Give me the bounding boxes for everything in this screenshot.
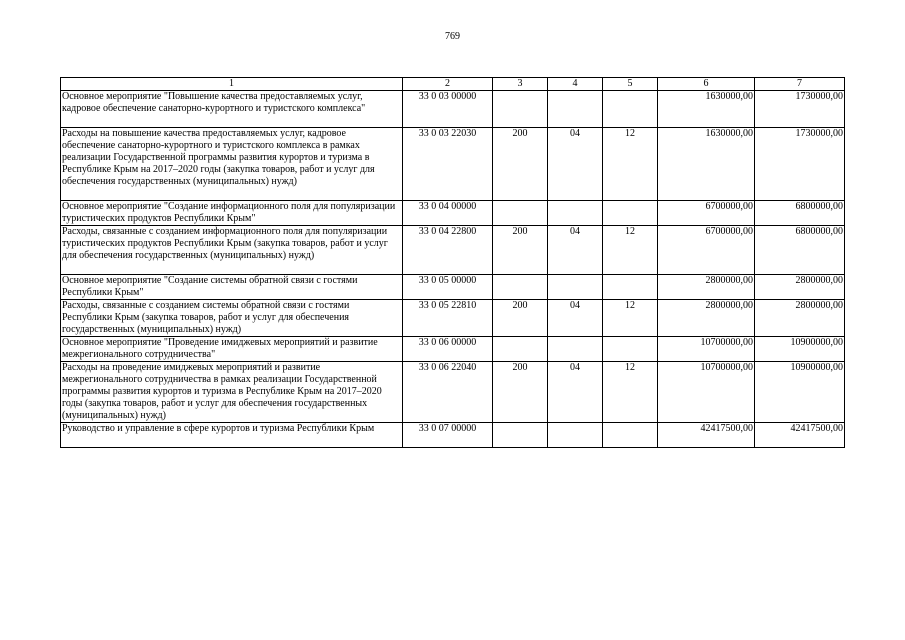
row-amount-6: 2800000,00 [658, 300, 755, 337]
row-name: Расходы, связанные с созданием информационного поля для популяризации туристических продуктов Республики Крым (закупка товаров, работ и услуг для обеспечения государственных (муниципальных) нужд) [61, 226, 403, 275]
row-col-5 [603, 201, 658, 226]
header-col-2: 2 [403, 78, 493, 91]
header-col-1: 1 [61, 78, 403, 91]
row-name: Основное мероприятие "Повышение качества предоставляемых услуг, кадровое обеспечение санаторно-курортного и туристского комплекса" [61, 91, 403, 128]
header-col-5: 5 [603, 78, 658, 91]
header-col-4: 4 [548, 78, 603, 91]
row-amount-6: 10700000,00 [658, 362, 755, 423]
row-col-3 [493, 423, 548, 448]
row-amount-6: 10700000,00 [658, 337, 755, 362]
table-row [61, 300, 845, 337]
table-row [61, 337, 845, 362]
row-code: 33 0 05 00000 [403, 275, 493, 300]
row-amount-7: 10900000,00 [755, 337, 845, 362]
header-col-6: 6 [658, 78, 755, 91]
row-col-3: 200 [493, 362, 548, 423]
budget-table [60, 77, 845, 448]
row-col-4 [548, 201, 603, 226]
row-col-3 [493, 201, 548, 226]
row-col-4 [548, 275, 603, 300]
row-name: Расходы на повышение качества предоставляемых услуг, кадровое обеспечение санаторно-курортного и туристского комплекса в рамках реализации Государственной программы развития курортов и туризма в Республике Крым на 2017–2020 годы (закупка товаров, работ и услуг для обеспечения государственных (муниципальных) нужд) [61, 128, 403, 201]
row-name: Руководство и управление в сфере курортов и туризма Республики Крым [61, 423, 403, 448]
row-amount-6: 42417500,00 [658, 423, 755, 448]
row-code: 33 0 04 22800 [403, 226, 493, 275]
table-row [61, 226, 845, 275]
table-row [61, 362, 845, 423]
row-code: 33 0 07 00000 [403, 423, 493, 448]
table-row [61, 423, 845, 448]
table-row [61, 128, 845, 201]
row-amount-7: 10900000,00 [755, 362, 845, 423]
header-col-7: 7 [755, 78, 845, 91]
row-amount-7: 6800000,00 [755, 226, 845, 275]
row-amount-7: 1730000,00 [755, 128, 845, 201]
row-col-4: 04 [548, 128, 603, 201]
row-col-4 [548, 91, 603, 128]
row-col-3 [493, 337, 548, 362]
row-col-5 [603, 91, 658, 128]
row-col-3: 200 [493, 128, 548, 201]
row-col-4 [548, 337, 603, 362]
row-code: 33 0 05 22810 [403, 300, 493, 337]
row-amount-7: 2800000,00 [755, 275, 845, 300]
row-col-5: 12 [603, 226, 658, 275]
row-col-3 [493, 275, 548, 300]
row-amount-6: 6700000,00 [658, 201, 755, 226]
row-col-5: 12 [603, 300, 658, 337]
page-number: 769 [445, 31, 460, 42]
row-col-5 [603, 423, 658, 448]
row-code: 33 0 04 00000 [403, 201, 493, 226]
table-row [61, 275, 845, 300]
header-row [61, 78, 845, 91]
row-name: Расходы, связанные с созданием системы обратной связи с гостями Республики Крым (закупка товаров, работ и услуг для обеспечения государственных (муниципальных) нужд) [61, 300, 403, 337]
row-col-3: 200 [493, 226, 548, 275]
row-col-4: 04 [548, 300, 603, 337]
row-col-3: 200 [493, 300, 548, 337]
row-col-3 [493, 91, 548, 128]
row-col-4: 04 [548, 226, 603, 275]
row-amount-7: 6800000,00 [755, 201, 845, 226]
row-col-5: 12 [603, 128, 658, 201]
row-name: Расходы на проведение имиджевых мероприятий и развитие межрегионального сотрудничества в рамках реализации Государственной программы развития курортов и туризма в Республике Крым на 2017–2020 годы (закупка товаров, работ и услуг для обеспечения государственных (муниципальных) нужд) [61, 362, 403, 423]
row-col-4 [548, 423, 603, 448]
row-name: Основное мероприятие "Создание системы обратной связи с гостями Республики Крым" [61, 275, 403, 300]
row-amount-7: 2800000,00 [755, 300, 845, 337]
row-amount-7: 42417500,00 [755, 423, 845, 448]
row-amount-6: 6700000,00 [658, 226, 755, 275]
row-code: 33 0 06 00000 [403, 337, 493, 362]
table-row [61, 91, 845, 128]
row-name: Основное мероприятие "Создание информационного поля для популяризации туристических продуктов Республики Крым" [61, 201, 403, 226]
row-amount-6: 1630000,00 [658, 91, 755, 128]
row-amount-7: 1730000,00 [755, 91, 845, 128]
row-col-5: 12 [603, 362, 658, 423]
row-col-5 [603, 275, 658, 300]
row-col-4: 04 [548, 362, 603, 423]
row-name: Основное мероприятие "Проведение имиджевых мероприятий и развитие межрегионального сотрудничества" [61, 337, 403, 362]
row-col-5 [603, 337, 658, 362]
table-row [61, 201, 845, 226]
row-code: 33 0 03 22030 [403, 128, 493, 201]
row-amount-6: 1630000,00 [658, 128, 755, 201]
row-amount-6: 2800000,00 [658, 275, 755, 300]
header-col-3: 3 [493, 78, 548, 91]
row-code: 33 0 03 00000 [403, 91, 493, 128]
row-code: 33 0 06 22040 [403, 362, 493, 423]
